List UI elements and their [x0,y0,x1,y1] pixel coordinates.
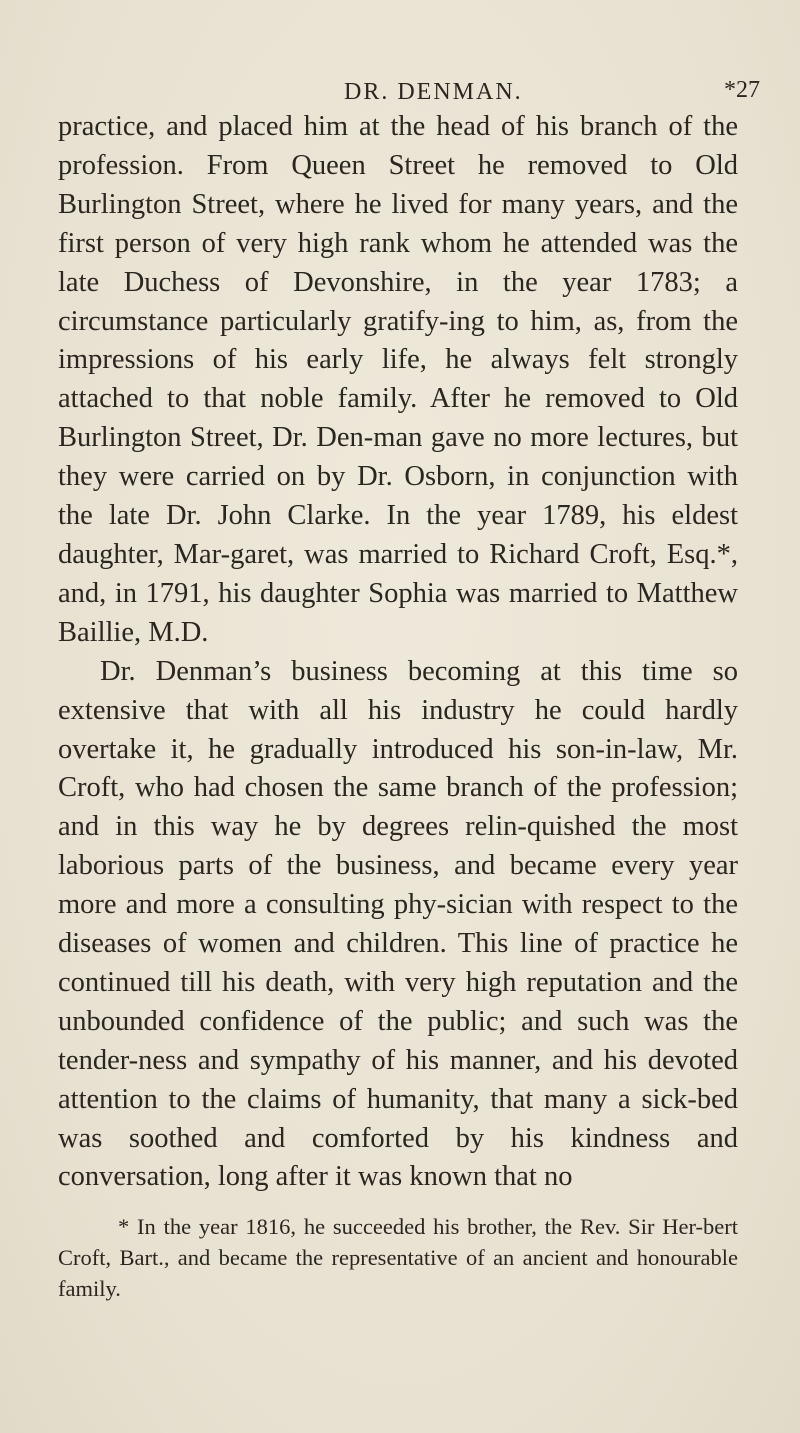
running-title: DR. DENMAN. [344,79,523,105]
signature-mark: *27 [724,77,760,103]
body-text [58,108,738,1197]
running-head [58,0,760,108]
footnote [58,1211,738,1304]
footnote-text: * In the year 1816, he succeeded his brother, the Rev. Sir Her-bert Croft, Bart., and became the representative of an ancient and honourable family. [58,1214,738,1302]
paragraph-2: Dr. Denman’s business becoming at this time so extensive that with all his industry he could hardly overtake it, he gradually introduced his son-in-law, Mr. Croft, who had chosen the same branch of the profession; and in this way he by degrees relin-quished the most laborious parts of the business, and became every year more and more a consulting phy-sician with respect to the diseases of women and children. This line of practice he continued till his death, with very high reputation and the unbounded confidence of the public; and such was the tender-ness and sympathy of his manner, and his devoted attention to the claims of humanity, that many a sick-bed was soothed and comforted by his kindness and conversation, long after it was known that no [58,655,738,1193]
paragraph-1: practice, and placed him at the head of his branch of the profession. From Queen Street he removed to Old Burlington Street, where he lived for many years, and the first person of very high rank whom he attended was the late Duchess of Devonshire, in the year 1783; a circumstance particularly gratify-ing to him, as, from the impressions of his early life, he always felt strongly attached to that noble family. After he removed to Old Burlington Street, Dr. Den-man gave no more lectures, but they were carried on by Dr. Osborn, in conjunction with the late Dr. John Clarke. In the year 1789, his eldest daughter, Mar-garet, was married to Richard Croft, Esq.*, and, in 1791, his daughter Sophia was married to Matthew Baillie, M.D. [58,111,738,648]
